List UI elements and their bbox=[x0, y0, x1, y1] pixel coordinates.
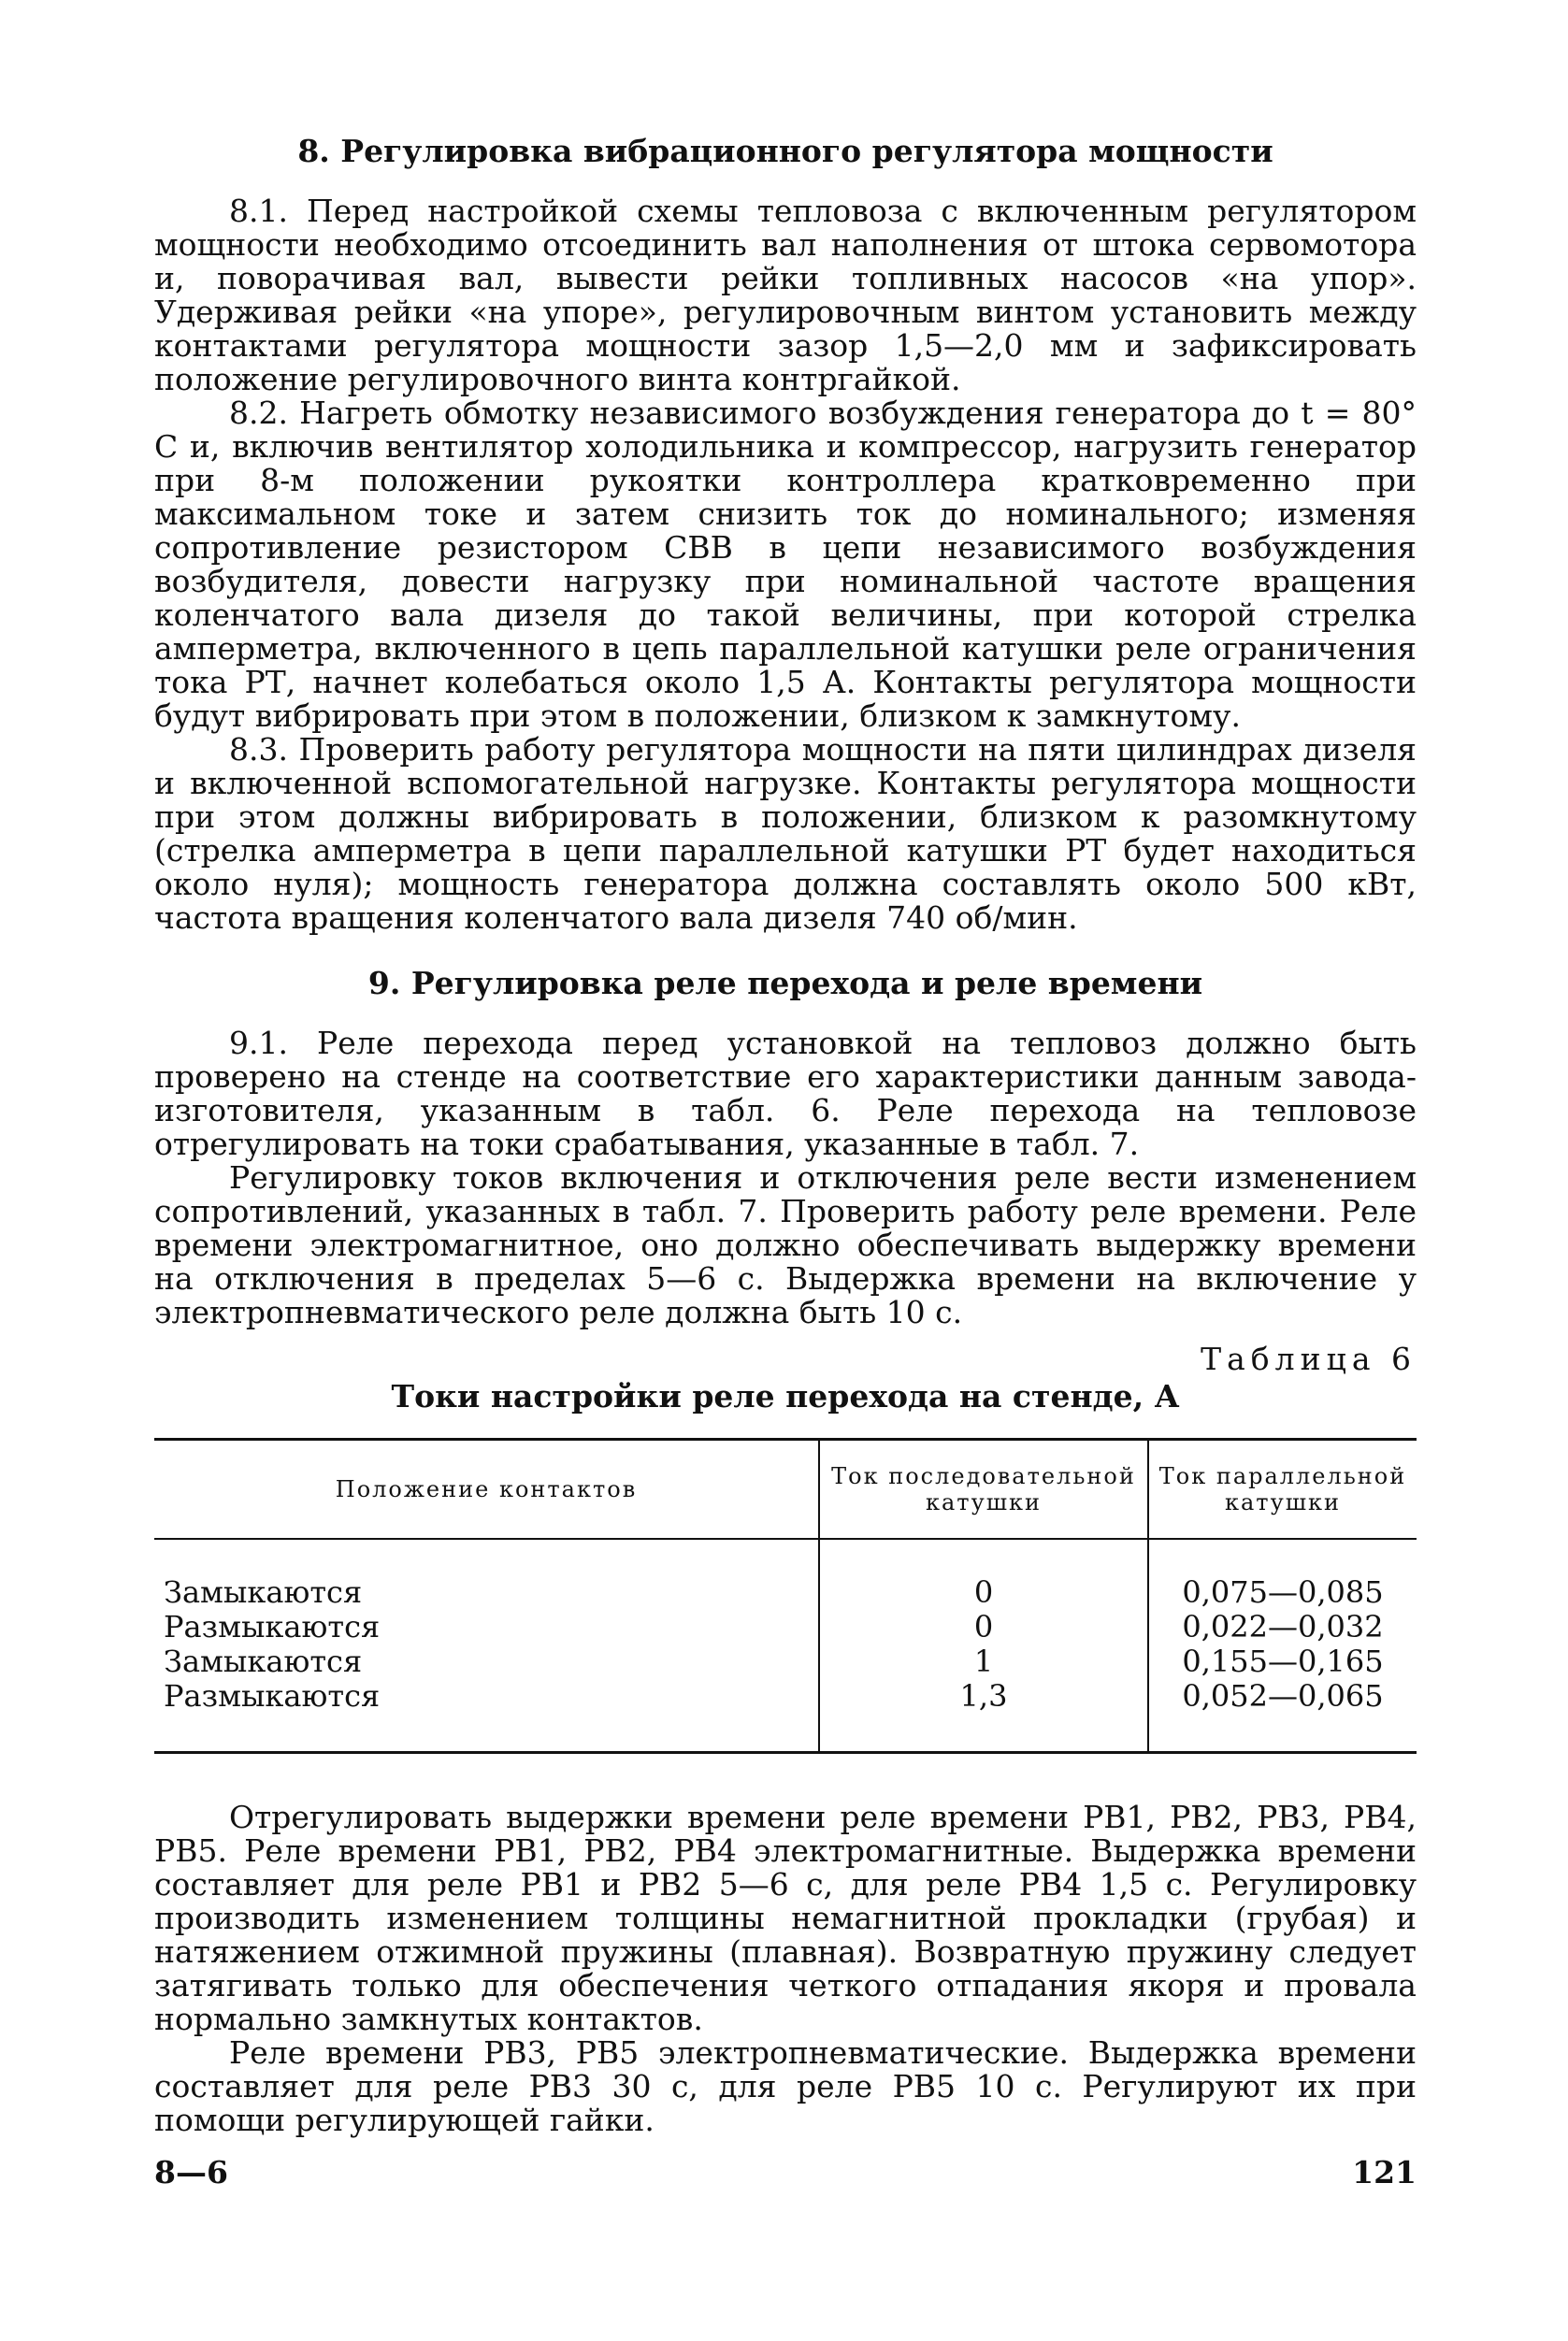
header-series-coil: Ток последовательной катушки bbox=[819, 1440, 1148, 1540]
header-parallel-coil: Ток параллельной катушки bbox=[1148, 1440, 1417, 1540]
paragraph-electropneumatic-relay: Реле времени РВ3, РВ5 электропневматические. Выдержка времени составляет для реле РВ3 30 с, для реле РВ5 10 с. Регулируют их при помощи регулирующей гайки. bbox=[154, 2034, 1417, 2138]
relay-current-table bbox=[154, 1438, 1417, 1754]
paragraph-9-2: Регулировку токов включения и отключения реле вести изменением сопротивлений, указанных в табл. 7. Проверить работу реле времени. Реле времени электромагнитное, оно должно обеспечивать выдержку времени на отключения в пределах 5—6 с. Выдержка времени на включение у электропневматического реле должна быть 10 с. bbox=[154, 1159, 1417, 1330]
section-9-heading: 9. Регулировка реле перехода и реле времени bbox=[367, 965, 1203, 1001]
document-page bbox=[154, 131, 1417, 2191]
table-label: Таблица 6 bbox=[1201, 1341, 1417, 1377]
table-body-row bbox=[154, 1539, 1417, 1753]
table-title: Токи настройки реле перехода на стенде, А bbox=[391, 1378, 1180, 1415]
table-cell: 0,052—0,065 bbox=[1182, 1678, 1384, 1714]
table-cell: 0,075—0,085 bbox=[1182, 1574, 1384, 1610]
page-footer bbox=[154, 2154, 1417, 2191]
table-cell: 0 bbox=[973, 1609, 994, 1644]
table-cell: Размыкаются bbox=[164, 1678, 381, 1714]
paragraph-8-1: 8.1. Перед настройкой схемы тепловоза с включенным регулятором мощности необходимо отсоединить вал наполнения от штока сервомотора и, поворачивая вал, вывести рейки топливных насосов «на упор». Удерживая рейки «на упоре», регулировочным винтом установить между контактами регулятора мощности зазор 1,5—2,0 мм и зафиксировать положение регулировочного винта контргайкой. bbox=[154, 193, 1417, 397]
signature-mark: 8—6 bbox=[154, 2154, 228, 2190]
table-cell: 1 bbox=[973, 1644, 994, 1679]
column-parallel-coil bbox=[1148, 1539, 1417, 1753]
header-contact-position: Положение контактов bbox=[154, 1440, 819, 1540]
table-cell: Замыкаются bbox=[164, 1644, 363, 1679]
paragraph-time-relay: Отрегулировать выдержки времени реле времени РВ1, РВ2, РВ3, РВ4, РВ5. Реле времени РВ1, РВ2, РВ4 электромагнитные. Выдержка времени составляет для реле РВ1 и РВ2 5—6 с, для реле РВ4 1,5 с. Регулировку производить изменением толщины немагнитной прокладки (грубая) и натяжением отжимной пружины (плавная). Возвратную пружину следует затягивать только для обеспечения четкого отпадания якоря и провала нормально замкнутых контактов. bbox=[154, 1799, 1417, 2037]
table-cell: Размыкаются bbox=[164, 1609, 381, 1644]
table-cell: 0 bbox=[973, 1574, 994, 1610]
paragraph-8-3: 8.3. Проверить работу регулятора мощности на пяти цилиндрах дизеля и включенной вспомогательной нагрузке. Контакты регулятора мощности при этом должны вибрировать в положении, близком к разомкнутому (стрелка амперметра в цепи параллельной катушки РТ будет находиться около нуля); мощность генератора должна составлять около 500 кВт, частота вращения коленчатого вала дизеля 740 об/мин. bbox=[154, 731, 1417, 936]
table-cell: Замыкаются bbox=[164, 1574, 363, 1610]
page-number: 121 bbox=[1352, 2154, 1417, 2190]
column-contact-position bbox=[154, 1539, 819, 1753]
table-header-row bbox=[154, 1440, 1417, 1540]
table-cell: 1,3 bbox=[959, 1678, 1008, 1714]
table-cell: 0,022—0,032 bbox=[1182, 1609, 1384, 1644]
section-8-heading: 8. Регулировка вибрационного регулятора мощности bbox=[297, 133, 1273, 169]
paragraph-8-2: 8.2. Нагреть обмотку независимого возбуждения генератора до t = 80° С и, включив вентилятор холодильника и компрессор, нагрузить генератор при 8-м положении рукоятки контроллера кратковременно при максимальном токе и затем снизить ток до номинального; изменяя сопротивление резистором СВВ в цепи независимого возбуждения возбудителя, довести нагрузку при номинальной частоте вращения коленчатого вала дизеля до такой величины, при которой стрелка амперметра, включенного в цепь параллельной катушки реле ограничения тока РТ, начнет колебаться около 1,5 А. Контакты регулятора мощности будут вибрировать при этом в положении, близком к замкнутому. bbox=[154, 395, 1417, 734]
table-cell: 0,155—0,165 bbox=[1182, 1644, 1384, 1679]
column-series-coil bbox=[819, 1539, 1148, 1753]
paragraph-9-1: 9.1. Реле перехода перед установкой на тепловоз должно быть проверено на стенде на соответствие его характеристики данным завода-изготовителя, указанным в табл. 6. Реле перехода на тепловозе отрегулировать на токи срабатывания, указанные в табл. 7. bbox=[154, 1025, 1417, 1162]
